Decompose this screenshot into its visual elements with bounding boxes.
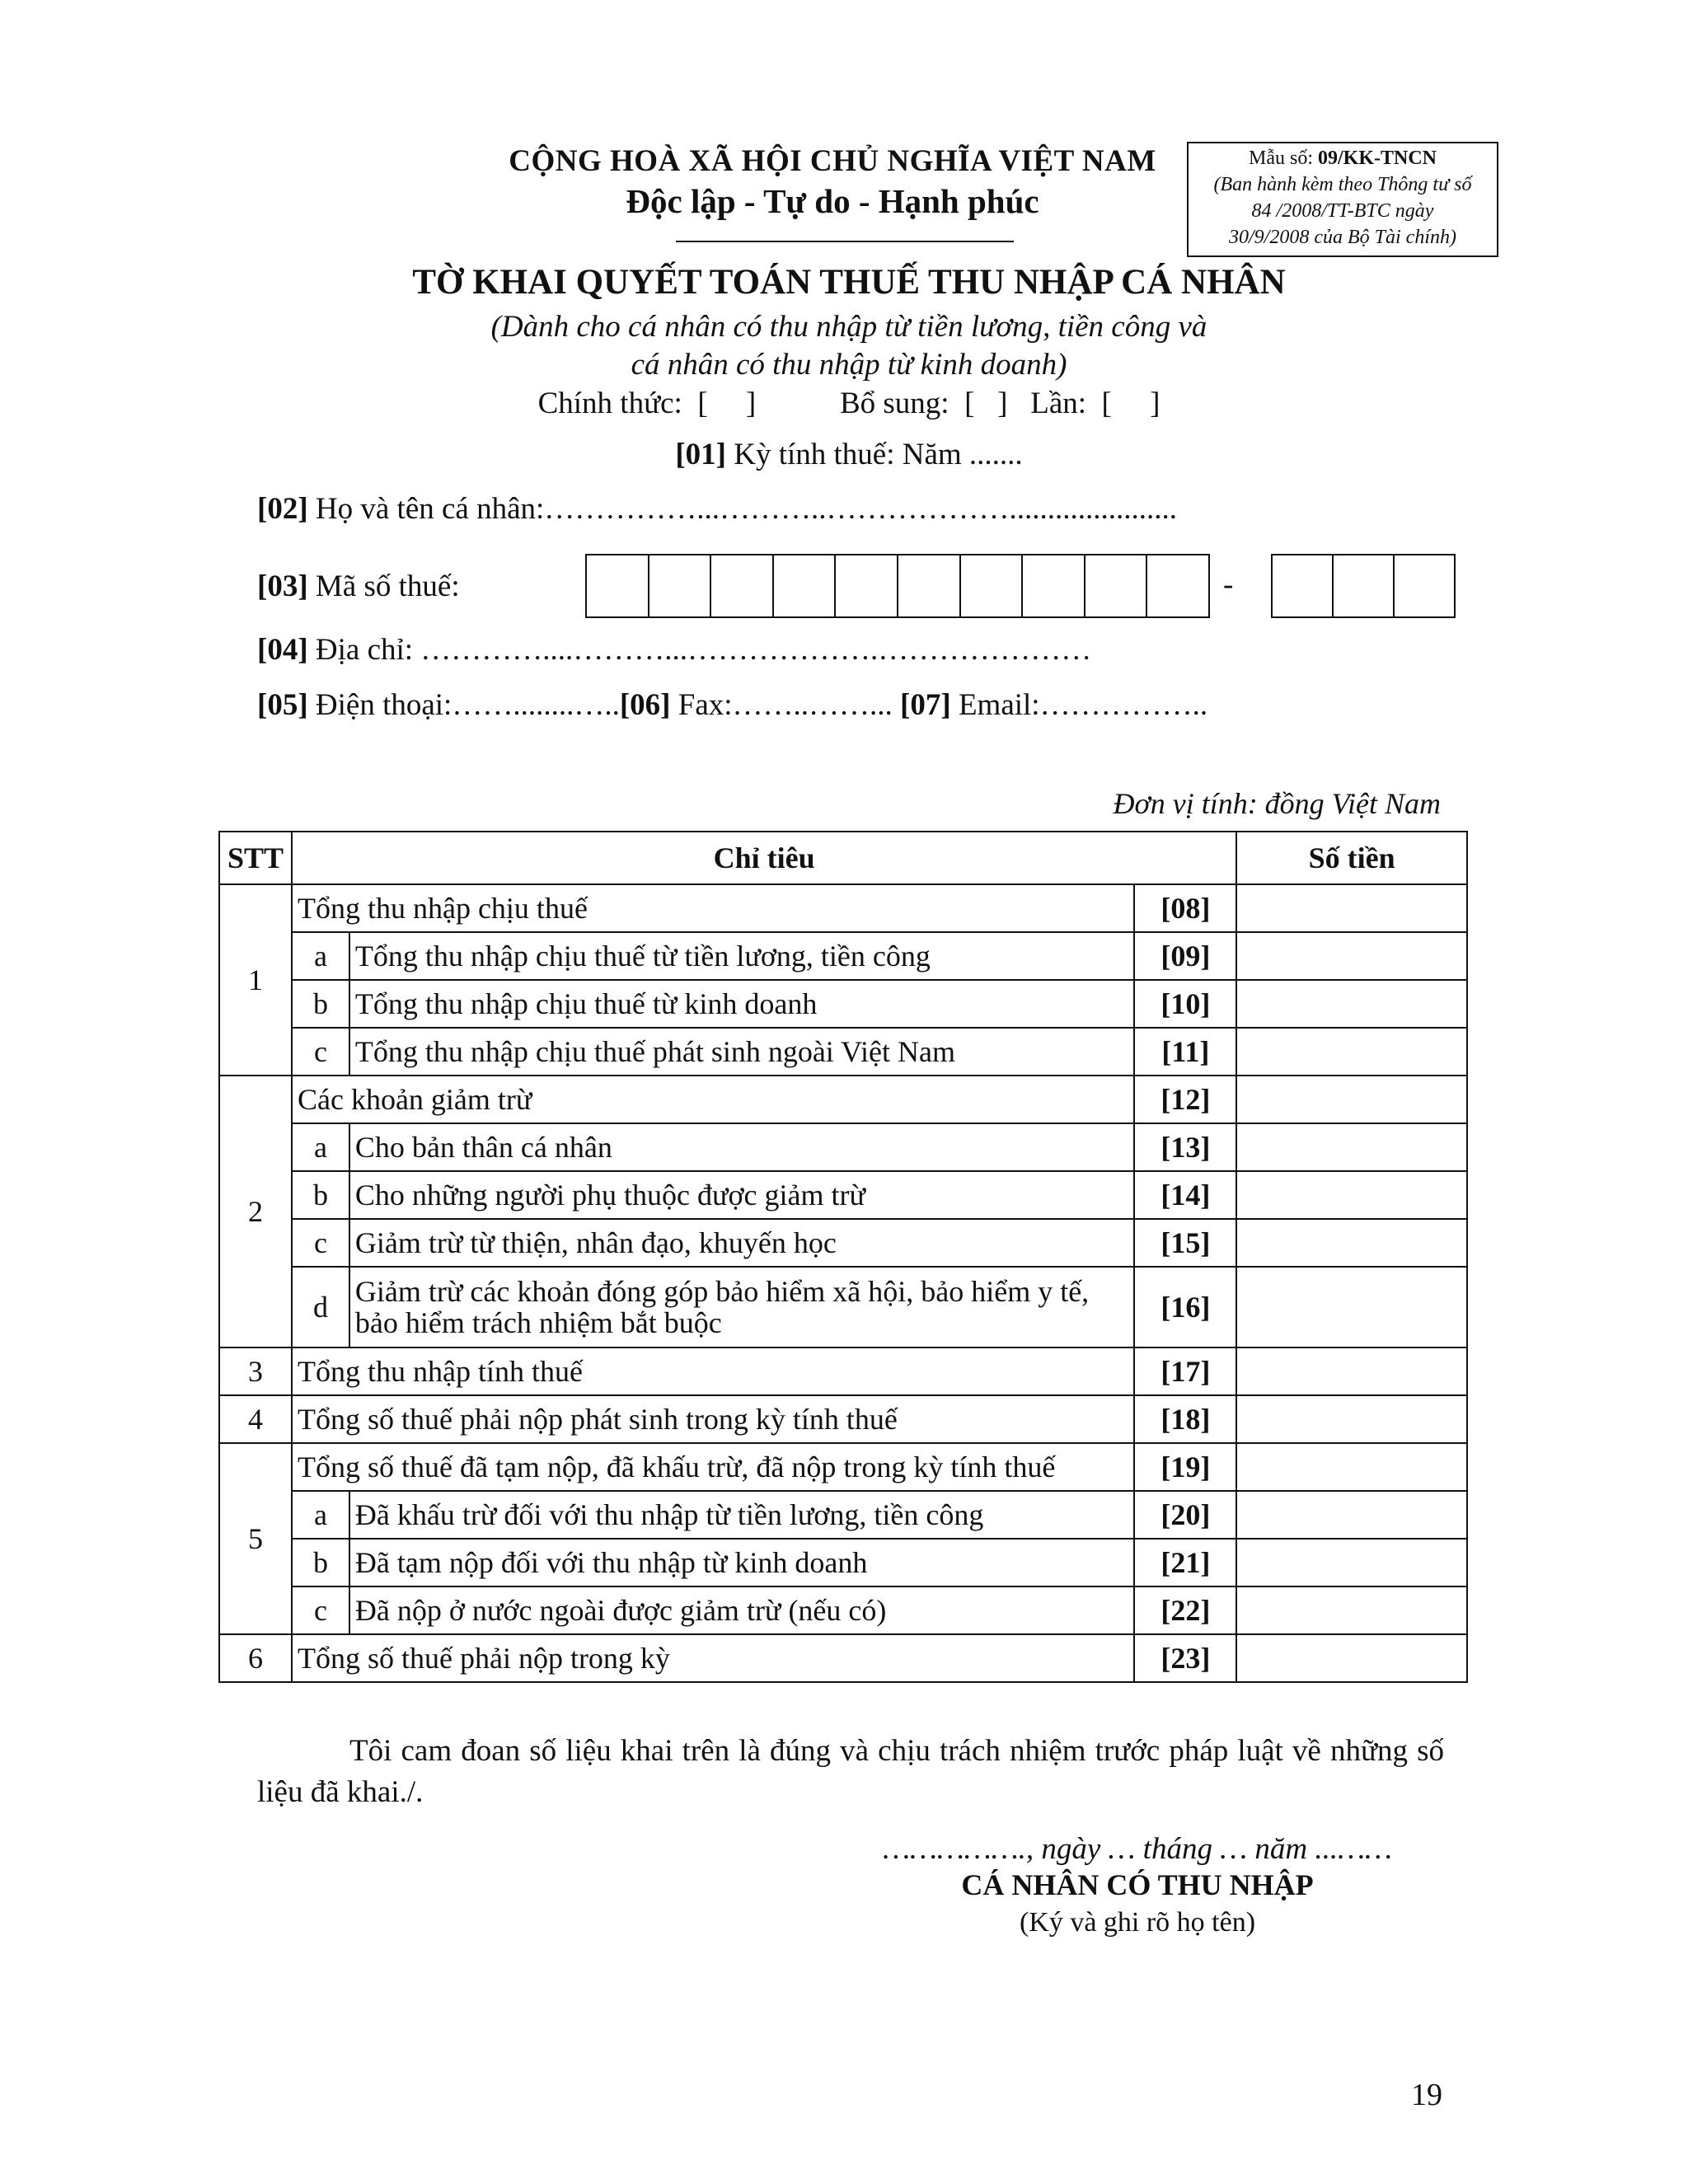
field-name-code: [02] bbox=[257, 492, 308, 526]
indicator-code: [19] bbox=[1134, 1443, 1236, 1491]
tax-id-digit-box[interactable] bbox=[587, 555, 649, 616]
field-address bbox=[257, 632, 1091, 668]
table-header-row bbox=[219, 832, 1467, 884]
tax-id-digit-box[interactable] bbox=[774, 555, 837, 616]
indicator-label: Tổng thu nhập tính thuế bbox=[292, 1347, 1134, 1395]
sub-item-letter: b bbox=[292, 980, 349, 1028]
form-note-2: 84 /2008/TT-BTC ngày bbox=[1251, 200, 1434, 222]
tax-id-digit-box[interactable] bbox=[1085, 555, 1148, 616]
stt-cell: 1 bbox=[219, 884, 292, 1076]
document-subtitle bbox=[297, 308, 1401, 384]
indicator-code: [14] bbox=[1134, 1171, 1236, 1219]
amount-cell[interactable] bbox=[1236, 884, 1467, 932]
indicator-label: Tổng số thuế phải nộp phát sinh trong kỳ tính thuế bbox=[292, 1395, 1134, 1443]
motto-underline bbox=[676, 241, 1014, 242]
signature-note: (Ký và ghi rõ họ tên) bbox=[1019, 1907, 1256, 1938]
tax-id-digit-box[interactable] bbox=[961, 555, 1024, 616]
table-row bbox=[219, 1076, 1467, 1123]
table-row bbox=[219, 1347, 1467, 1395]
tax-id-dash: - bbox=[1223, 568, 1234, 602]
sub-item-letter: b bbox=[292, 1171, 349, 1219]
field-fax-code: [06] bbox=[619, 688, 671, 722]
indicator-code: [11] bbox=[1134, 1028, 1236, 1076]
header-amount: Số tiền bbox=[1236, 832, 1467, 884]
table-row bbox=[219, 1028, 1467, 1076]
field-phone-code: [05] bbox=[257, 688, 308, 722]
motto-heading: Độc lập - Tự do - Hạnh phúc bbox=[626, 182, 1039, 220]
table-row bbox=[219, 1219, 1467, 1267]
field-name-text: Họ và tên cá nhân:……………...………..………………...................... bbox=[307, 492, 1178, 526]
amount-cell[interactable] bbox=[1236, 1395, 1467, 1443]
field-email-text: Email:…………….. bbox=[950, 688, 1208, 722]
indicator-code: [15] bbox=[1134, 1219, 1236, 1267]
field-contact bbox=[257, 687, 1207, 723]
header-indicator: Chỉ tiêu bbox=[292, 832, 1236, 884]
indicator-label: Tổng thu nhập chịu thuế phát sinh ngoài Việt Nam bbox=[349, 1028, 1135, 1076]
indicator-code: [22] bbox=[1134, 1586, 1236, 1634]
stt-cell: 6 bbox=[219, 1634, 292, 1682]
indicator-code: [08] bbox=[1134, 884, 1236, 932]
indicator-code: [16] bbox=[1134, 1267, 1236, 1347]
form-code: 09/KK-TNCN bbox=[1318, 148, 1437, 169]
form-code-label: Mẫu số: bbox=[1249, 148, 1318, 169]
tax-table bbox=[218, 831, 1468, 1683]
amount-cell[interactable] bbox=[1236, 1634, 1467, 1682]
table-row bbox=[219, 980, 1467, 1028]
table-row bbox=[219, 1395, 1467, 1443]
sub-item-letter: c bbox=[292, 1219, 349, 1267]
indicator-code: [23] bbox=[1134, 1634, 1236, 1682]
table-row bbox=[219, 932, 1467, 980]
page-number: 19 bbox=[1411, 2078, 1442, 2112]
indicator-label: Cho những người phụ thuộc được giảm trừ bbox=[349, 1171, 1135, 1219]
form-code-box bbox=[1187, 142, 1498, 257]
table-row bbox=[219, 1267, 1467, 1347]
sub-item-letter: d bbox=[292, 1267, 349, 1347]
sub-item-letter: c bbox=[292, 1028, 349, 1076]
indicator-code: [12] bbox=[1134, 1076, 1236, 1123]
amount-cell[interactable] bbox=[1236, 1586, 1467, 1634]
indicator-label: Giảm trừ từ thiện, nhân đạo, khuyến học bbox=[349, 1219, 1135, 1267]
indicator-label: Tổng thu nhập chịu thuế từ kinh doanh bbox=[349, 980, 1135, 1028]
amount-cell[interactable] bbox=[1236, 1539, 1467, 1586]
subtitle-line-1: (Dành cho cá nhân có thu nhập từ tiền lương, tiền công và bbox=[490, 310, 1207, 344]
field-fax-text: Fax:……..……... bbox=[670, 688, 901, 722]
indicator-label: Cho bản thân cá nhân bbox=[349, 1123, 1135, 1171]
field-phone-text: Điện thoại:……........….. bbox=[307, 688, 620, 722]
tax-period-text: Kỳ tính thuế: Năm ....... bbox=[725, 438, 1023, 471]
tax-id-suffix-boxes[interactable] bbox=[1271, 554, 1456, 618]
amount-cell[interactable] bbox=[1236, 1267, 1467, 1347]
tax-id-digit-box[interactable] bbox=[649, 555, 712, 616]
amount-cell[interactable] bbox=[1236, 1076, 1467, 1123]
amount-cell[interactable] bbox=[1236, 1347, 1467, 1395]
sub-item-letter: b bbox=[292, 1539, 349, 1586]
form-code-line bbox=[1189, 145, 1497, 171]
field-tax-id bbox=[257, 569, 460, 604]
nation-heading: CỘNG HOÀ XÃ HỘI CHỦ NGHĨA VIỆT NAM bbox=[509, 144, 1156, 178]
tax-id-digit-box[interactable] bbox=[711, 555, 774, 616]
sub-item-letter: a bbox=[292, 1491, 349, 1539]
form-note-1: (Ban hành kèm theo Thông tư số bbox=[1213, 174, 1472, 195]
indicator-label: Tổng số thuế đã tạm nộp, đã khấu trừ, đã nộp trong kỳ tính thuế bbox=[292, 1443, 1134, 1491]
indicator-label: Giảm trừ các khoản đóng góp bảo hiểm xã hội, bảo hiểm y tế, bảo hiểm trách nhiệm bắt buộc bbox=[349, 1267, 1135, 1347]
header-stt: STT bbox=[219, 832, 292, 884]
stt-cell: 4 bbox=[219, 1395, 292, 1443]
amount-cell[interactable] bbox=[1236, 980, 1467, 1028]
field-name bbox=[257, 491, 1177, 527]
indicator-code: [18] bbox=[1134, 1395, 1236, 1443]
sub-item-letter: a bbox=[292, 1123, 349, 1171]
stt-cell: 3 bbox=[219, 1347, 292, 1395]
indicator-label: Đã khấu trừ đối với thu nhập từ tiền lương, tiền công bbox=[349, 1491, 1135, 1539]
sub-item-letter: a bbox=[292, 932, 349, 980]
indicator-label: Đã nộp ở nước ngoài được giảm trừ (nếu có) bbox=[349, 1586, 1135, 1634]
amount-cell[interactable] bbox=[1236, 1123, 1467, 1171]
subtitle-line-2: cá nhân có thu nhập từ kinh doanh) bbox=[631, 348, 1067, 382]
table-row bbox=[219, 1123, 1467, 1171]
declaration-type: Chính thức: [ ] Bổ sung: [ ] Lần: [ ] bbox=[537, 387, 1160, 420]
signer-title: CÁ NHÂN CÓ THU NHẬP bbox=[961, 1868, 1314, 1901]
field-tax-id-text: Mã số thuế: bbox=[307, 569, 460, 603]
tax-period-code: [01] bbox=[675, 438, 726, 471]
amount-cell[interactable] bbox=[1236, 1443, 1467, 1491]
indicator-code: [10] bbox=[1134, 980, 1236, 1028]
table-row bbox=[219, 1491, 1467, 1539]
indicator-code: [21] bbox=[1134, 1539, 1236, 1586]
tax-id-suffix-box[interactable] bbox=[1273, 555, 1334, 616]
amount-cell[interactable] bbox=[1236, 1491, 1467, 1539]
tax-id-suffix-box[interactable] bbox=[1334, 555, 1395, 616]
stt-cell: 5 bbox=[219, 1443, 292, 1634]
table-row bbox=[219, 1586, 1467, 1634]
amount-cell[interactable] bbox=[1236, 1028, 1467, 1076]
tax-id-digit-box[interactable] bbox=[1023, 555, 1085, 616]
tax-id-digit-box[interactable] bbox=[836, 555, 898, 616]
tax-id-digit-box[interactable] bbox=[1147, 555, 1208, 616]
currency-unit: Đơn vị tính: đồng Việt Nam bbox=[1113, 787, 1441, 820]
indicator-code: [09] bbox=[1134, 932, 1236, 980]
sub-item-letter: c bbox=[292, 1586, 349, 1634]
field-address-code: [04] bbox=[257, 633, 308, 667]
table-row bbox=[219, 1634, 1467, 1682]
indicator-label: Các khoản giảm trừ bbox=[292, 1076, 1134, 1123]
commitment-statement: Tôi cam đoan số liệu khai trên là đúng và chịu trách nhiệm trước pháp luật về những số liệu đã khai./. bbox=[257, 1734, 1444, 1809]
stt-cell: 2 bbox=[219, 1076, 292, 1347]
signature-date-line: ……………., ngày … tháng … năm ...…… bbox=[883, 1832, 1392, 1866]
document-title: TỜ KHAI QUYẾT TOÁN THUẾ THU NHẬP CÁ NHÂN bbox=[412, 263, 1286, 302]
amount-cell[interactable] bbox=[1236, 932, 1467, 980]
indicator-label: Tổng số thuế phải nộp trong kỳ bbox=[292, 1634, 1134, 1682]
indicator-label: Đã tạm nộp đối với thu nhập từ kinh doanh bbox=[349, 1539, 1135, 1586]
field-address-text: Địa chỉ: …………....………...……………….………………… bbox=[307, 633, 1092, 667]
indicator-code: [17] bbox=[1134, 1347, 1236, 1395]
indicator-label: Tổng thu nhập chịu thuế bbox=[292, 884, 1134, 932]
tax-id-digit-box[interactable] bbox=[898, 555, 961, 616]
amount-cell[interactable] bbox=[1236, 1171, 1467, 1219]
indicator-code: [13] bbox=[1134, 1123, 1236, 1171]
tax-period bbox=[247, 437, 1451, 472]
tax-id-suffix-box[interactable] bbox=[1395, 555, 1454, 616]
table-row bbox=[219, 884, 1467, 932]
table-row bbox=[219, 1171, 1467, 1219]
field-email-code: [07] bbox=[900, 688, 951, 722]
form-note-3: 30/9/2008 của Bộ Tài chính) bbox=[1229, 227, 1456, 248]
field-tax-id-code: [03] bbox=[257, 569, 308, 603]
indicator-label: Tổng thu nhập chịu thuế từ tiền lương, tiền công bbox=[349, 932, 1135, 980]
indicator-code: [20] bbox=[1134, 1491, 1236, 1539]
table-row bbox=[219, 1443, 1467, 1491]
table-row bbox=[219, 1539, 1467, 1586]
tax-id-boxes[interactable] bbox=[585, 554, 1210, 618]
amount-cell[interactable] bbox=[1236, 1219, 1467, 1267]
